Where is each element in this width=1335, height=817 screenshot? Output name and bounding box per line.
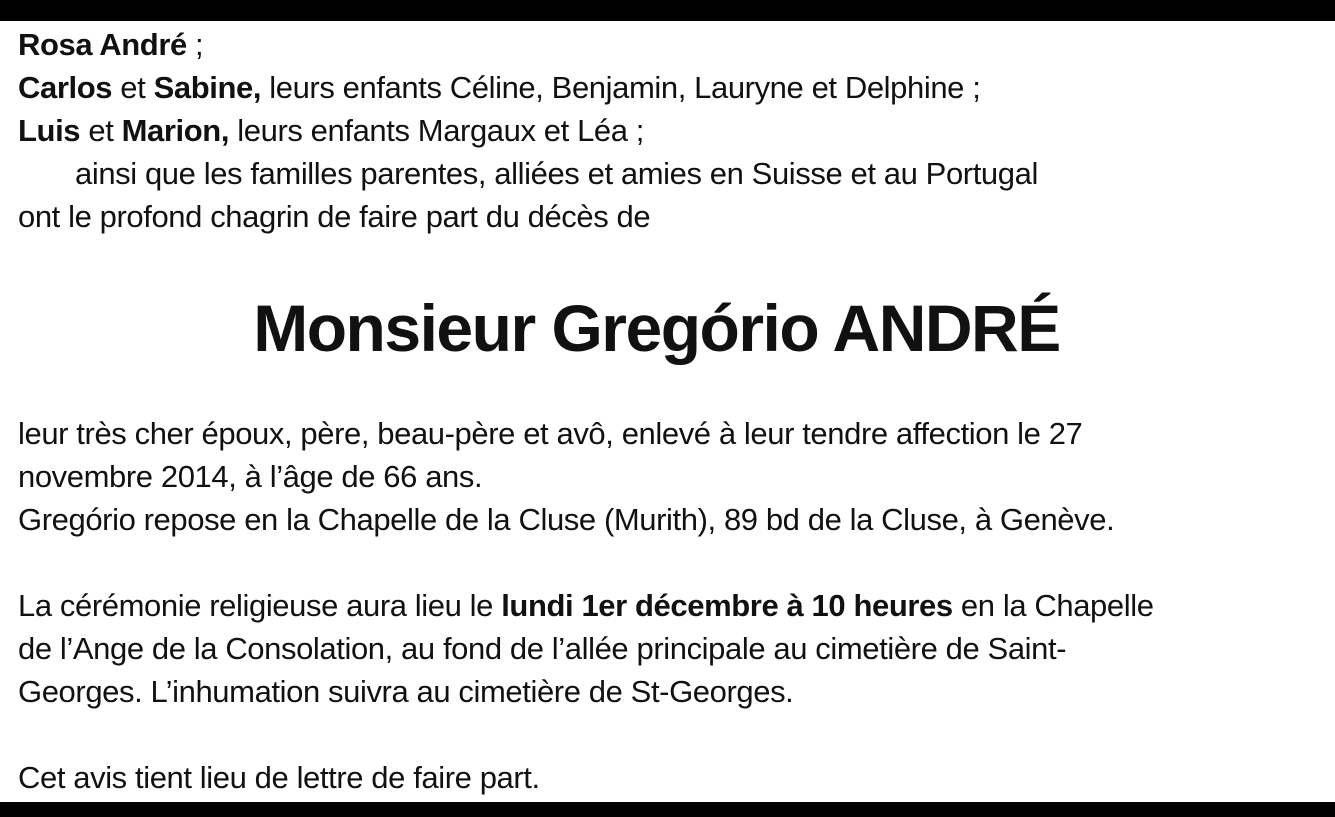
family-name-carlos: Carlos bbox=[18, 70, 113, 105]
ceremony-line-1-before: La cérémonie religieuse aura lieu le bbox=[18, 588, 502, 623]
ceremony-line-1-after: en la Chapelle bbox=[952, 588, 1154, 623]
family-line-4: ainsi que les familles parentes, alliées et amies en Suisse et au Portugal bbox=[75, 156, 1038, 191]
family-line-3-connector: et bbox=[80, 113, 122, 148]
closing-paragraph bbox=[18, 756, 1295, 799]
family-line-1 bbox=[18, 23, 1295, 66]
details-paragraph bbox=[18, 412, 1295, 541]
details-line-1: leur très cher époux, père, beau-père et avô, enlevé à leur tendre affection le 27 bbox=[18, 416, 1083, 451]
ceremony-line-2: de l’Ange de la Consolation, au fond de l’allée principale au cimetière de Saint- bbox=[18, 631, 1067, 666]
top-border-bar bbox=[0, 0, 1335, 21]
details-line-2: novembre 2014, à l’âge de 66 ans. bbox=[18, 459, 483, 494]
family-name-marion: Marion, bbox=[121, 113, 230, 148]
bottom-border-bar bbox=[0, 802, 1335, 817]
family-line-2 bbox=[18, 66, 1295, 109]
ceremony-line-1 bbox=[18, 584, 1295, 627]
deceased-name-title: Monsieur Gregório ANDRÉ bbox=[253, 291, 1060, 365]
family-name-rosa: Rosa André bbox=[18, 27, 187, 62]
family-line-3-children: leurs enfants Margaux et Léa ; bbox=[229, 113, 645, 148]
ceremony-line-3: Georges. L’inhumation suivra au cimetière de St-Georges. bbox=[18, 674, 794, 709]
death-notice-content bbox=[0, 21, 1335, 799]
ceremony-datetime: lundi 1er décembre à 10 heures bbox=[501, 588, 953, 623]
family-line-3 bbox=[18, 109, 1295, 152]
family-line-5: ont le profond chagrin de faire part du décès de bbox=[18, 199, 651, 234]
family-line-2-connector: et bbox=[112, 70, 154, 105]
family-name-luis: Luis bbox=[18, 113, 81, 148]
closing-line: Cet avis tient lieu de lettre de faire part. bbox=[18, 760, 540, 795]
family-line-2-children: leurs enfants Céline, Benjamin, Lauryne et Delphine ; bbox=[261, 70, 981, 105]
ceremony-paragraph bbox=[18, 584, 1295, 713]
family-line-1-suffix: ; bbox=[186, 27, 204, 62]
family-name-sabine: Sabine, bbox=[153, 70, 262, 105]
details-line-3: Gregório repose en la Chapelle de la Cluse (Murith), 89 bd de la Cluse, à Genève. bbox=[18, 502, 1115, 537]
